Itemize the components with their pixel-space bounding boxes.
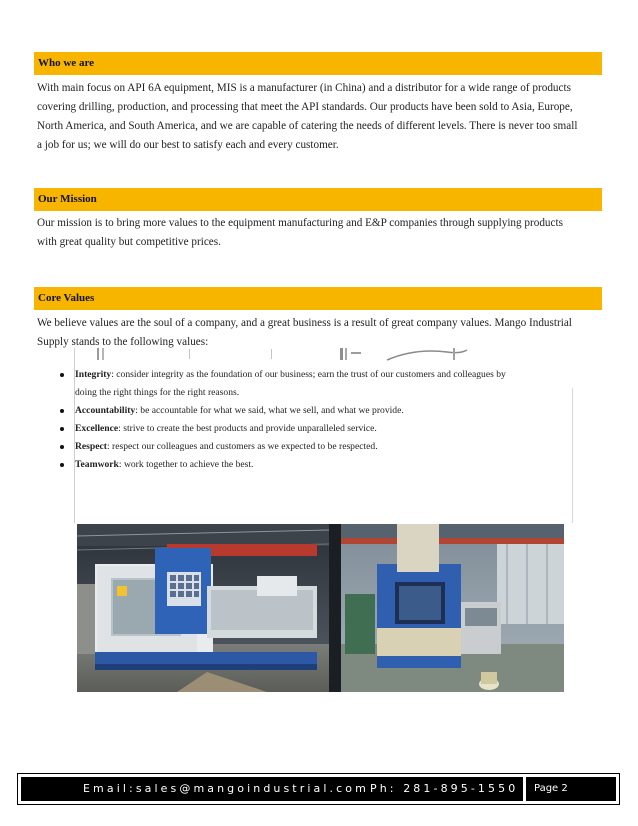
- bullet-icon: [60, 463, 64, 467]
- scan-artifact-marks: [75, 348, 573, 362]
- page-footer: [17, 773, 620, 805]
- bullet-icon: [60, 409, 64, 413]
- value-text: : be accountable for what we said, what we sell, and what we provide.: [135, 405, 404, 416]
- paragraph-line: with great quality but competitive prices.: [37, 236, 221, 248]
- value-term: Excellence: [75, 423, 119, 434]
- page-number: Page 2: [534, 783, 568, 794]
- section-heading-our-mission: Our Mission: [34, 188, 602, 211]
- paragraph-line: covering drilling, production, and processing that meet the API standards. Our products have been sold to Asia, Europe,: [37, 101, 573, 113]
- value-term: Integrity: [75, 369, 112, 380]
- paragraph-line: With main focus on API 6A equipment, MIS is a manufacturer (in China) and a distributor for a wide range of products: [37, 82, 571, 94]
- list-item-continuation: [75, 384, 567, 402]
- paragraph-line: Supply stands to the following values:: [37, 336, 209, 348]
- core-values-paragraph: [37, 314, 601, 352]
- value-text: : respect our colleagues and customers as we expected to be respected.: [106, 441, 378, 452]
- list-item-excellence: [75, 420, 567, 438]
- core-values-list-box: [74, 348, 573, 523]
- core-values-list: [75, 366, 567, 474]
- value-term: Respect: [75, 441, 107, 452]
- footer-email: Email:sales@mangoindustrial.com: [83, 782, 369, 795]
- footer-page-box: [526, 777, 616, 801]
- factory-machinery-image: [77, 524, 564, 692]
- value-term: Teamwork: [75, 459, 119, 470]
- footer-contact-bar: [21, 777, 523, 801]
- scan-artifact-rule: [572, 388, 573, 523]
- footer-phone: Ph: 281-895-1550: [370, 782, 519, 795]
- factory-photo: [77, 524, 564, 692]
- section-heading-who-we-are: Who we are: [34, 52, 602, 75]
- paragraph-line: a job for us; we will do our best to satisfy each and every customer.: [37, 139, 339, 151]
- list-item-respect: [75, 438, 567, 456]
- value-text: doing the right things for the right reasons.: [75, 387, 240, 398]
- value-text: : strive to create the best products and provide unparalleled service.: [118, 423, 377, 434]
- list-item-teamwork: [75, 456, 567, 474]
- list-item-integrity: [75, 366, 567, 384]
- list-item-accountability: [75, 402, 567, 420]
- mission-paragraph: [37, 214, 601, 252]
- value-text: : work together to achieve the best.: [118, 459, 254, 470]
- bullet-icon: [60, 445, 64, 449]
- bullet-icon: [60, 373, 64, 377]
- paragraph-line: North America, and South America, and we are capable of catering the needs of different levels. There is never too small: [37, 120, 578, 132]
- value-text: : consider integrity as the foundation of our business; earn the trust of our customers and colleagues by: [111, 369, 506, 380]
- paragraph-line: Our mission is to bring more values to the equipment manufacturing and E&P companies through supplying products: [37, 217, 563, 229]
- bullet-icon: [60, 427, 64, 431]
- paragraph-line: We believe values are the soul of a company, and a great business is a result of great company values. Mango Industrial: [37, 317, 572, 329]
- who-we-are-paragraph: [37, 79, 601, 155]
- section-heading-core-values: Core Values: [34, 287, 602, 310]
- value-term: Accountability: [75, 405, 136, 416]
